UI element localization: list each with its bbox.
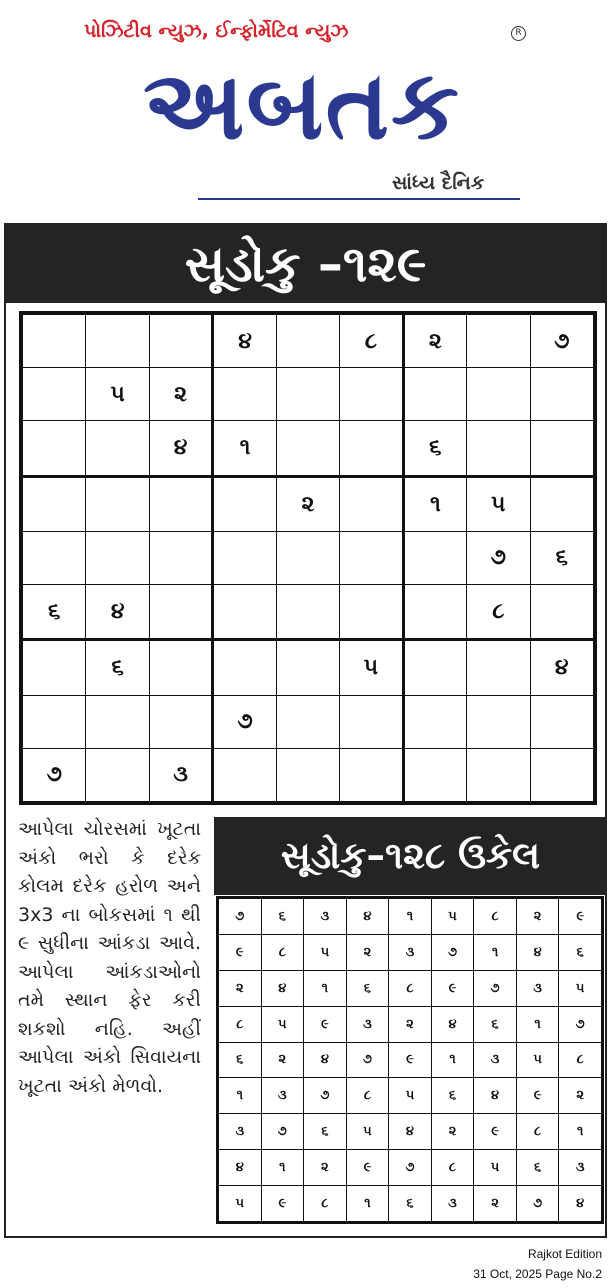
puzzle-cell xyxy=(23,368,86,421)
puzzle-cell xyxy=(340,476,403,531)
solution-cell: ૩ xyxy=(261,1078,304,1114)
solution-cell: ૯ xyxy=(431,970,474,1006)
solution-cell: ૩ xyxy=(516,970,559,1006)
puzzle-cell: ૫ xyxy=(467,476,530,531)
puzzle-cell xyxy=(467,368,530,421)
solution-cell: ૨ xyxy=(431,1114,474,1150)
puzzle-cell: ૭ xyxy=(530,315,594,368)
solution-cell: ૫ xyxy=(431,899,474,935)
solution-cell: ૧ xyxy=(219,1078,262,1114)
puzzle-cell xyxy=(213,585,276,640)
solution-cell: ૫ xyxy=(346,1114,389,1150)
solution-cell: ૩ xyxy=(559,1150,602,1186)
puzzle-cell xyxy=(149,476,212,531)
edition-name: Rajkot Edition xyxy=(527,1247,602,1261)
puzzle-cell: ૨ xyxy=(149,368,212,421)
solution-cell: ૨ xyxy=(261,1042,304,1078)
solution-cell: ૨ xyxy=(516,899,559,935)
puzzle-cell xyxy=(86,476,149,531)
puzzle-cell xyxy=(213,640,276,695)
puzzle-cell: ૪ xyxy=(213,315,276,368)
puzzle-cell xyxy=(340,531,403,584)
puzzle-cell xyxy=(86,531,149,584)
puzzle-cell: ૬ xyxy=(530,531,594,584)
solution-cell: ૬ xyxy=(516,1150,559,1186)
solution-cell: ૩ xyxy=(389,934,432,970)
solution-row xyxy=(219,970,602,1006)
solution-cell: ૯ xyxy=(389,1042,432,1078)
puzzle-cell xyxy=(340,695,403,748)
solution-cell: ૬ xyxy=(474,1006,517,1042)
solution-row xyxy=(219,1078,602,1114)
puzzle-cell: ૨ xyxy=(403,315,466,368)
puzzle-cell xyxy=(467,748,530,801)
puzzle-cell xyxy=(86,421,149,476)
solution-cell: ૫ xyxy=(559,970,602,1006)
solution-cell: ૭ xyxy=(431,934,474,970)
solution-row xyxy=(219,1186,602,1222)
solution-cell: ૪ xyxy=(474,1078,517,1114)
solution-cell: ૮ xyxy=(431,1150,474,1186)
puzzle-cell xyxy=(530,476,594,531)
sudoku-puzzle-grid xyxy=(19,311,597,805)
puzzle-cell xyxy=(530,421,594,476)
puzzle-cell: ૭ xyxy=(467,531,530,584)
puzzle-cell: ૮ xyxy=(467,585,530,640)
solution-cell: ૬ xyxy=(431,1078,474,1114)
puzzle-cell xyxy=(276,640,339,695)
puzzle-cell: ૩ xyxy=(149,748,212,801)
puzzle-cell xyxy=(86,695,149,748)
puzzle-cell xyxy=(467,315,530,368)
puzzle-cell xyxy=(403,640,466,695)
puzzle-cell xyxy=(530,695,594,748)
tagline: પોઝિટીવ ન્યુઝ, ઈન્ફોર્મેટિવ ન્યુઝ xyxy=(84,20,349,42)
solution-cell: ૪ xyxy=(516,934,559,970)
masthead-subtitle: સાંધ્ય દૈનિક xyxy=(392,172,485,194)
registered-mark-icon: R xyxy=(511,26,526,41)
sudoku-solution-grid xyxy=(216,896,604,1224)
edition-info xyxy=(473,1244,602,1284)
puzzle-cell xyxy=(23,315,86,368)
puzzle-cell xyxy=(403,585,466,640)
puzzle-cell: ૪ xyxy=(86,585,149,640)
puzzle-cell xyxy=(467,640,530,695)
puzzle-cell xyxy=(149,585,212,640)
solution-cell: ૭ xyxy=(346,1042,389,1078)
puzzle-row xyxy=(23,695,594,748)
puzzle-cell: ૬ xyxy=(23,585,86,640)
solution-cell: ૪ xyxy=(261,970,304,1006)
puzzle-cell xyxy=(403,368,466,421)
solution-cell: ૩ xyxy=(219,1114,262,1150)
solution-row xyxy=(219,1114,602,1150)
puzzle-cell xyxy=(276,748,339,801)
solution-cell: ૩ xyxy=(346,1006,389,1042)
solution-cell: ૨ xyxy=(304,1150,347,1186)
solution-row xyxy=(219,899,602,935)
solution-cell: ૭ xyxy=(219,899,262,935)
solution-cell: ૭ xyxy=(516,1186,559,1222)
puzzle-cell: ૨ xyxy=(276,476,339,531)
puzzle-title: સૂડોકુ –૧૨૯ xyxy=(6,225,605,303)
solution-cell: ૯ xyxy=(559,899,602,935)
solution-cell: ૯ xyxy=(261,1186,304,1222)
masthead xyxy=(0,0,610,215)
puzzle-row xyxy=(23,640,594,695)
solution-cell: ૯ xyxy=(304,1006,347,1042)
puzzle-cell xyxy=(530,585,594,640)
solution-cell: ૯ xyxy=(474,1114,517,1150)
solution-title: સૂડોકુ–૧૨૮ ઉકેલ xyxy=(214,817,607,895)
solution-cell: ૨ xyxy=(389,1006,432,1042)
edition-date-page: 31 Oct, 2025 Page No.2 xyxy=(473,1267,602,1281)
solution-cell: ૨ xyxy=(559,1078,602,1114)
puzzle-row xyxy=(23,748,594,801)
solution-cell: ૭ xyxy=(474,970,517,1006)
puzzle-cell xyxy=(403,695,466,748)
puzzle-cell xyxy=(467,695,530,748)
puzzle-cell xyxy=(530,368,594,421)
puzzle-cell: ૫ xyxy=(340,640,403,695)
solution-cell: ૮ xyxy=(304,1186,347,1222)
solution-cell: ૫ xyxy=(219,1186,262,1222)
puzzle-cell xyxy=(23,476,86,531)
puzzle-cell: ૭ xyxy=(23,748,86,801)
solution-cell: ૪ xyxy=(389,1114,432,1150)
solution-cell: ૮ xyxy=(261,934,304,970)
puzzle-cell xyxy=(213,531,276,584)
solution-cell: ૬ xyxy=(261,899,304,935)
puzzle-cell: ૧ xyxy=(403,476,466,531)
puzzle-cell xyxy=(403,531,466,584)
puzzle-cell: ૪ xyxy=(149,421,212,476)
solution-cell: ૮ xyxy=(219,1006,262,1042)
solution-cell: ૬ xyxy=(304,1114,347,1150)
puzzle-cell xyxy=(276,368,339,421)
puzzle-cell xyxy=(276,531,339,584)
puzzle-cell xyxy=(340,421,403,476)
solution-cell: ૫ xyxy=(516,1042,559,1078)
puzzle-cell xyxy=(149,315,212,368)
puzzle-cell xyxy=(530,748,594,801)
solution-cell: ૩ xyxy=(431,1186,474,1222)
solution-cell: ૮ xyxy=(516,1114,559,1150)
puzzle-cell xyxy=(213,476,276,531)
solution-cell: ૫ xyxy=(304,934,347,970)
puzzle-row xyxy=(23,585,594,640)
solution-cell: ૯ xyxy=(219,934,262,970)
puzzle-cell: ૪ xyxy=(530,640,594,695)
masthead-underline xyxy=(198,198,520,200)
puzzle-cell: ૭ xyxy=(213,695,276,748)
puzzle-cell: ૬ xyxy=(403,421,466,476)
puzzle-cell xyxy=(276,695,339,748)
puzzle-row xyxy=(23,315,594,368)
puzzle-cell xyxy=(86,748,149,801)
puzzle-cell: ૬ xyxy=(86,640,149,695)
puzzle-cell: ૧ xyxy=(213,421,276,476)
solution-cell: ૭ xyxy=(304,1078,347,1114)
solution-cell: ૨ xyxy=(474,1186,517,1222)
puzzle-cell xyxy=(276,421,339,476)
solution-cell: ૭ xyxy=(559,1006,602,1042)
puzzle-cell xyxy=(23,640,86,695)
logo-text: અબતક xyxy=(143,49,461,161)
puzzle-cell: ૮ xyxy=(340,315,403,368)
newspaper-logo xyxy=(80,50,524,160)
solution-cell: ૬ xyxy=(219,1042,262,1078)
solution-cell: ૪ xyxy=(346,899,389,935)
puzzle-cell xyxy=(340,368,403,421)
puzzle-cell xyxy=(403,748,466,801)
puzzle-cell xyxy=(149,695,212,748)
solution-cell: ૧ xyxy=(261,1150,304,1186)
puzzle-cell xyxy=(276,585,339,640)
solution-cell: ૪ xyxy=(219,1150,262,1186)
solution-cell: ૭ xyxy=(389,1150,432,1186)
solution-cell: ૫ xyxy=(474,1150,517,1186)
solution-cell: ૭ xyxy=(261,1114,304,1150)
puzzle-cell xyxy=(467,421,530,476)
solution-cell: ૬ xyxy=(559,934,602,970)
solution-cell: ૧ xyxy=(304,970,347,1006)
solution-cell: ૬ xyxy=(346,970,389,1006)
puzzle-cell xyxy=(23,421,86,476)
puzzle-cell xyxy=(276,315,339,368)
puzzle-cell xyxy=(340,585,403,640)
instructions-text: આપેલા ચોરસમાં ખૂટતા અંકો ભરો કે દરેક કોલમ દરેક હરોળ અને 3x3 ના બોકસમાં ૧ થી ૯ સુધીના આંકડા આવે. આપેલા આંકડાઓનો તમે સ્થાન ફેર કરી શકશો નહિ. અહીં આપેલા અંકો સિવાયના ખૂટતા અંકો મેળવો. xyxy=(18,818,201,1097)
puzzle-row xyxy=(23,421,594,476)
puzzle-cell xyxy=(149,531,212,584)
solution-cell: ૧ xyxy=(346,1186,389,1222)
solution-cell: ૧ xyxy=(559,1114,602,1150)
solution-row xyxy=(219,1042,602,1078)
solution-cell: ૧ xyxy=(389,899,432,935)
puzzle-cell xyxy=(23,695,86,748)
solution-cell: ૧ xyxy=(431,1042,474,1078)
solution-cell: ૮ xyxy=(346,1078,389,1114)
puzzle-cell: ૫ xyxy=(86,368,149,421)
solution-cell: ૮ xyxy=(389,970,432,1006)
solution-cell: ૧ xyxy=(474,934,517,970)
solution-row xyxy=(219,934,602,970)
puzzle-cell xyxy=(213,368,276,421)
solution-cell: ૫ xyxy=(261,1006,304,1042)
solution-row xyxy=(219,1150,602,1186)
solution-cell: ૨ xyxy=(346,934,389,970)
puzzle-row xyxy=(23,476,594,531)
solution-cell: ૫ xyxy=(389,1078,432,1114)
solution-cell: ૨ xyxy=(219,970,262,1006)
solution-cell: ૩ xyxy=(304,899,347,935)
puzzle-cell xyxy=(149,640,212,695)
solution-cell: ૩ xyxy=(474,1042,517,1078)
solution-cell: ૪ xyxy=(304,1042,347,1078)
puzzle-cell xyxy=(86,315,149,368)
solution-cell: ૬ xyxy=(389,1186,432,1222)
puzzle-row xyxy=(23,531,594,584)
solution-cell: ૮ xyxy=(559,1042,602,1078)
solution-cell: ૮ xyxy=(474,899,517,935)
solution-cell: ૪ xyxy=(431,1006,474,1042)
puzzle-cell xyxy=(340,748,403,801)
solution-cell: ૧ xyxy=(516,1006,559,1042)
solution-row xyxy=(219,1006,602,1042)
puzzle-cell xyxy=(213,748,276,801)
puzzle-cell xyxy=(23,531,86,584)
solution-cell: ૯ xyxy=(516,1078,559,1114)
solution-cell: ૯ xyxy=(346,1150,389,1186)
puzzle-row xyxy=(23,368,594,421)
solution-cell: ૪ xyxy=(559,1186,602,1222)
